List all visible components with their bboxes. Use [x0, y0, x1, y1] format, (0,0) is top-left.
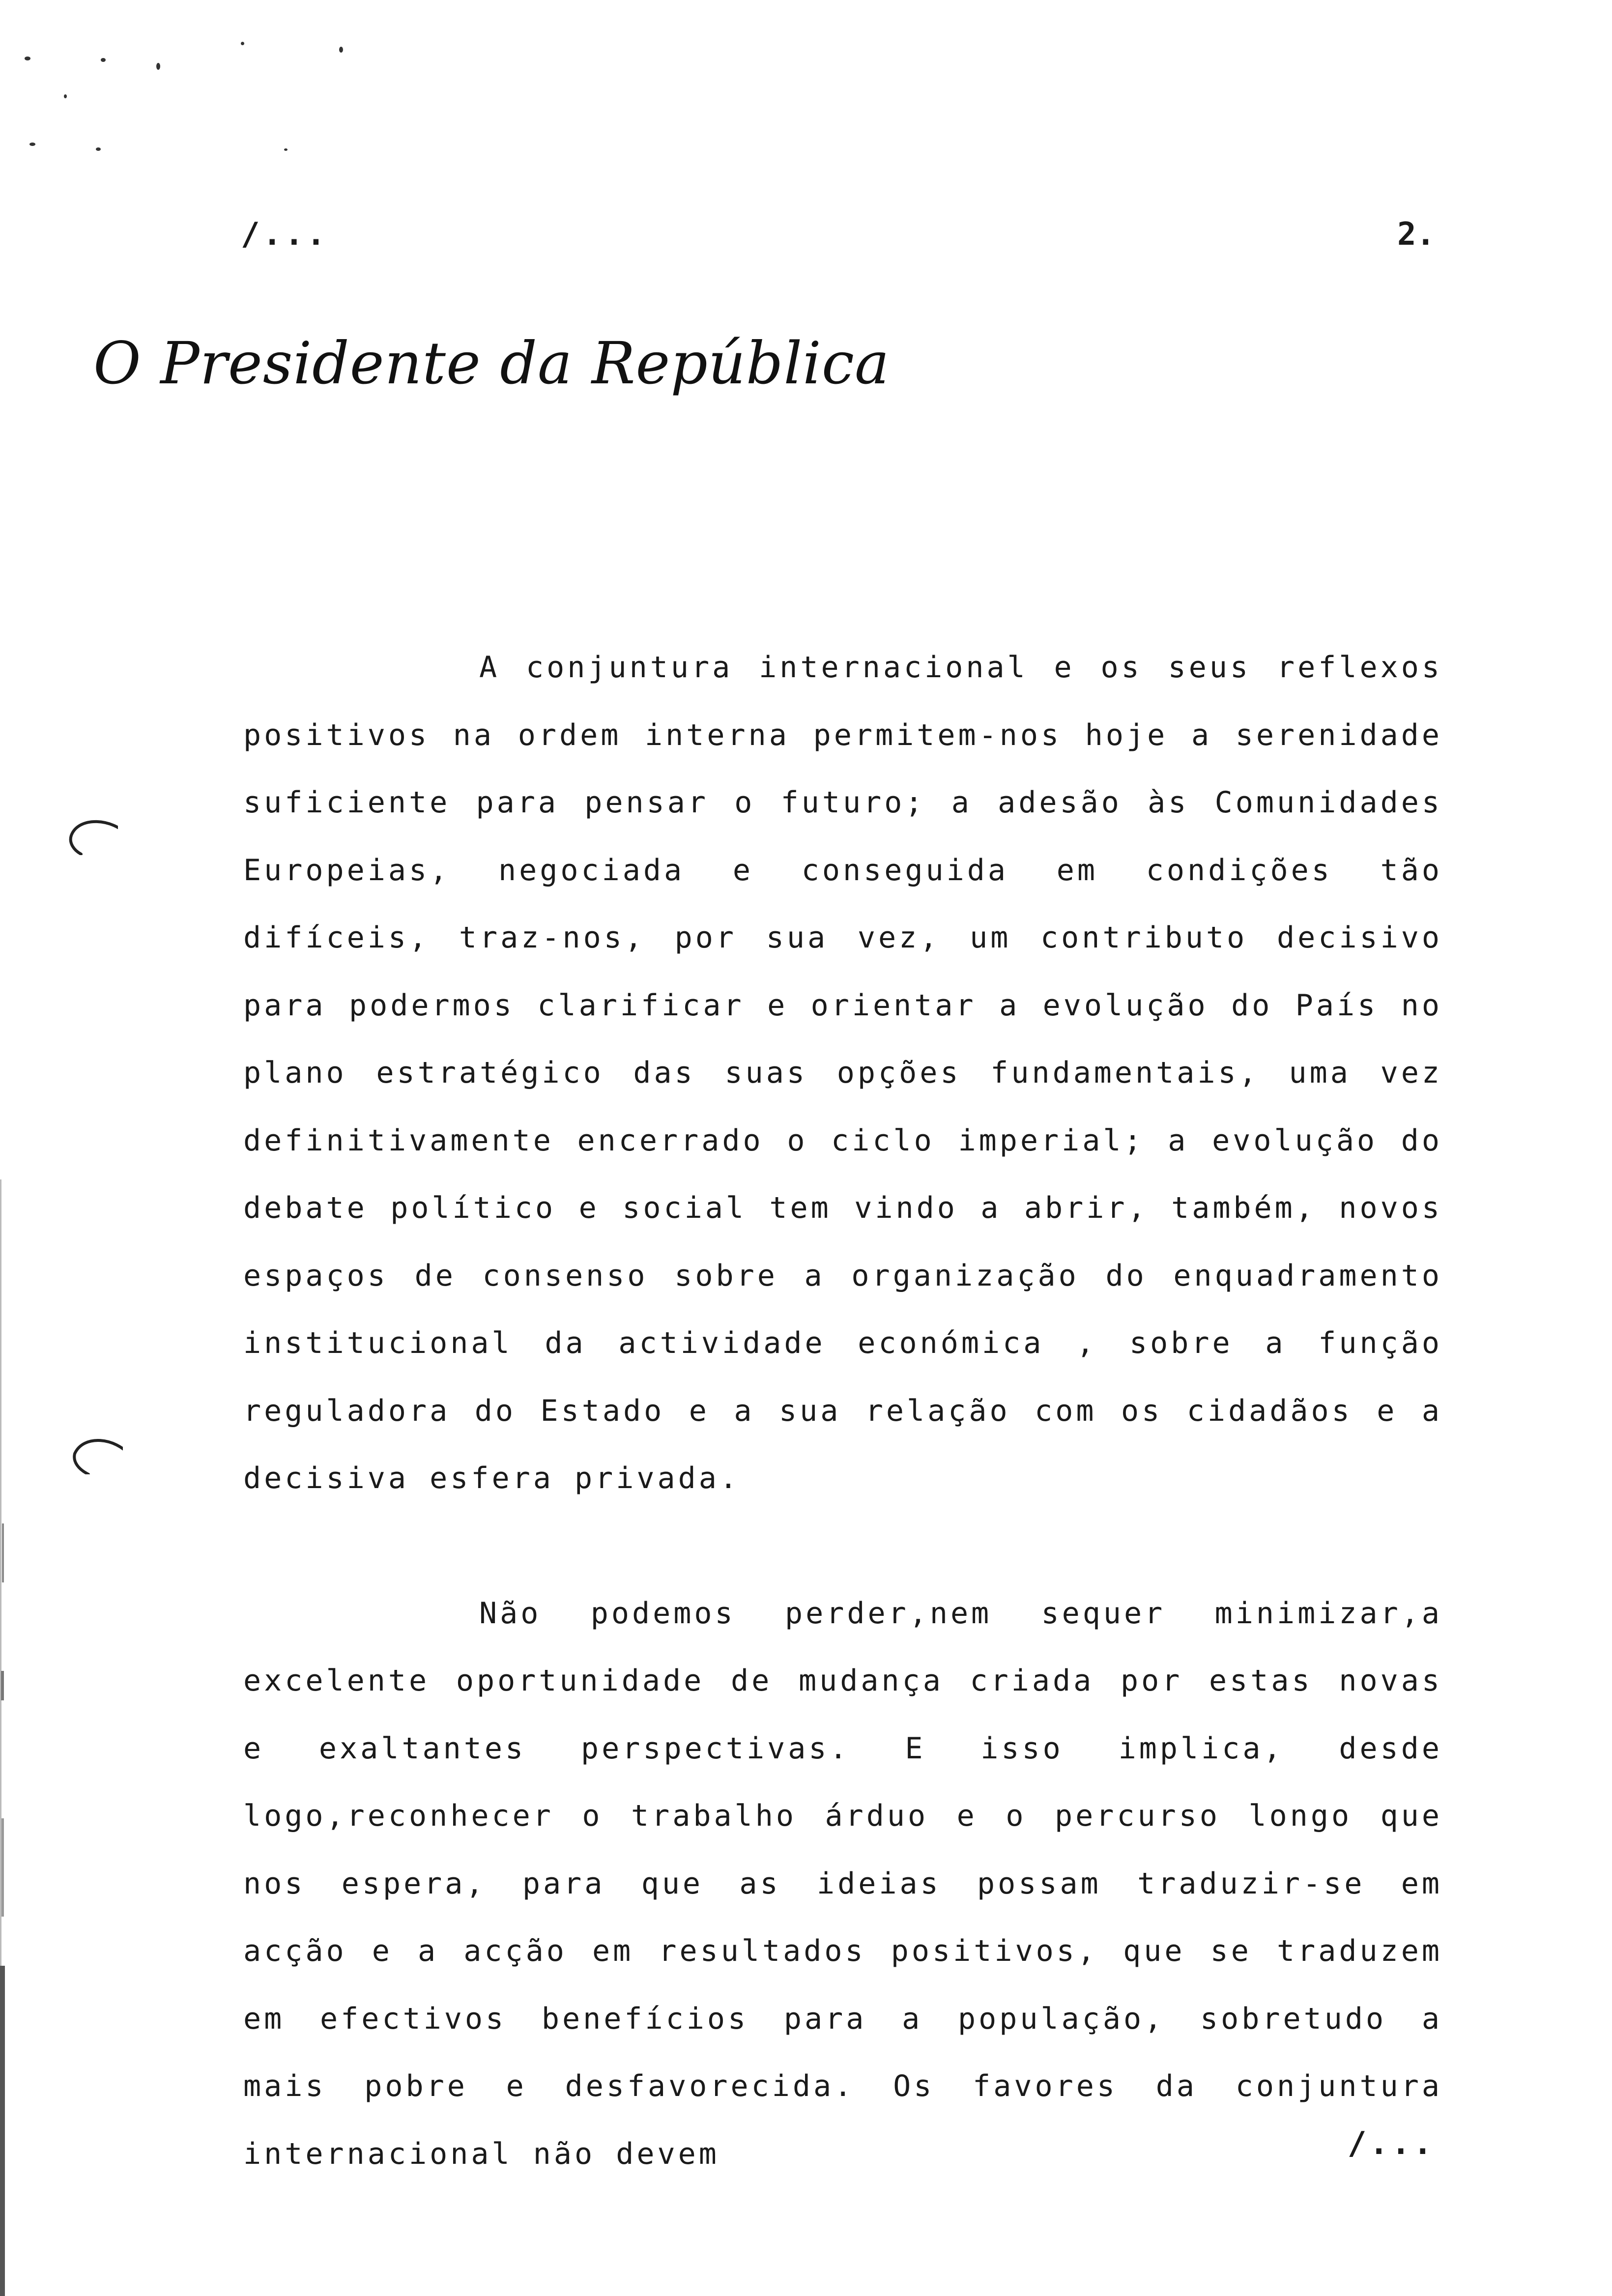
- scan-speck: [96, 147, 101, 151]
- scan-speck: [25, 57, 30, 60]
- scan-speck: [339, 47, 343, 53]
- scan-speck: [241, 42, 244, 45]
- previous-page-marker: /...: [241, 216, 329, 253]
- paragraph: Não podemos perder,nem sequer minimizar,a excelente oportunidade de mudança criada por estas novas e exaltantes perspectivas. E isso implica, desde logo,reconhecer o trabalho árduo e o percurso longo que nos espera, para que as ideias possam traduzir-se em acção e a acção em resultados positivos, que se traduzem em efectivos benefícios para a população, sobretudo a mais pobre e desfavorecida. Os favores da conjuntura internacional não devem: [243, 1596, 1442, 2171]
- scan-speck: [156, 63, 160, 70]
- scan-speck: [101, 58, 106, 62]
- next-page-marker: /...: [1347, 2125, 1435, 2162]
- scan-speck: [29, 143, 35, 146]
- margin-bracket-mark: [59, 816, 118, 855]
- paragraph: A conjuntura internacional e os seus reflexos positivos na ordem interna permitem-nos hoje a serenidade suficiente para pensar o futuro; a adesão às Comunidades Europeias, negociada e conseguida em condições tão difíceis, traz-nos, por sua vez, um contributo decisivo para podermos clarificar e orientar a evolução do País no plano estratégico das suas opções fundamentais, uma vez definitivamente encerrado o ciclo imperial; a evolução do debate político e social tem vindo a abrir, também, novos espaços de consenso sobre a organização do enquadramento institucional da actividade económica , sobre a função reguladora do Estado e a sua relação com os cidadãos e a decisiva esfera privada.: [243, 650, 1442, 1495]
- letterhead-title: O Presidente da República: [93, 329, 890, 397]
- scan-speck: [284, 148, 288, 151]
- scan-edge-noise: [0, 1179, 7, 2296]
- letter-body: [243, 634, 1442, 2188]
- margin-bracket-mark: [64, 1435, 123, 1474]
- page-number: 2.: [1397, 216, 1435, 253]
- scan-speck: [64, 94, 67, 98]
